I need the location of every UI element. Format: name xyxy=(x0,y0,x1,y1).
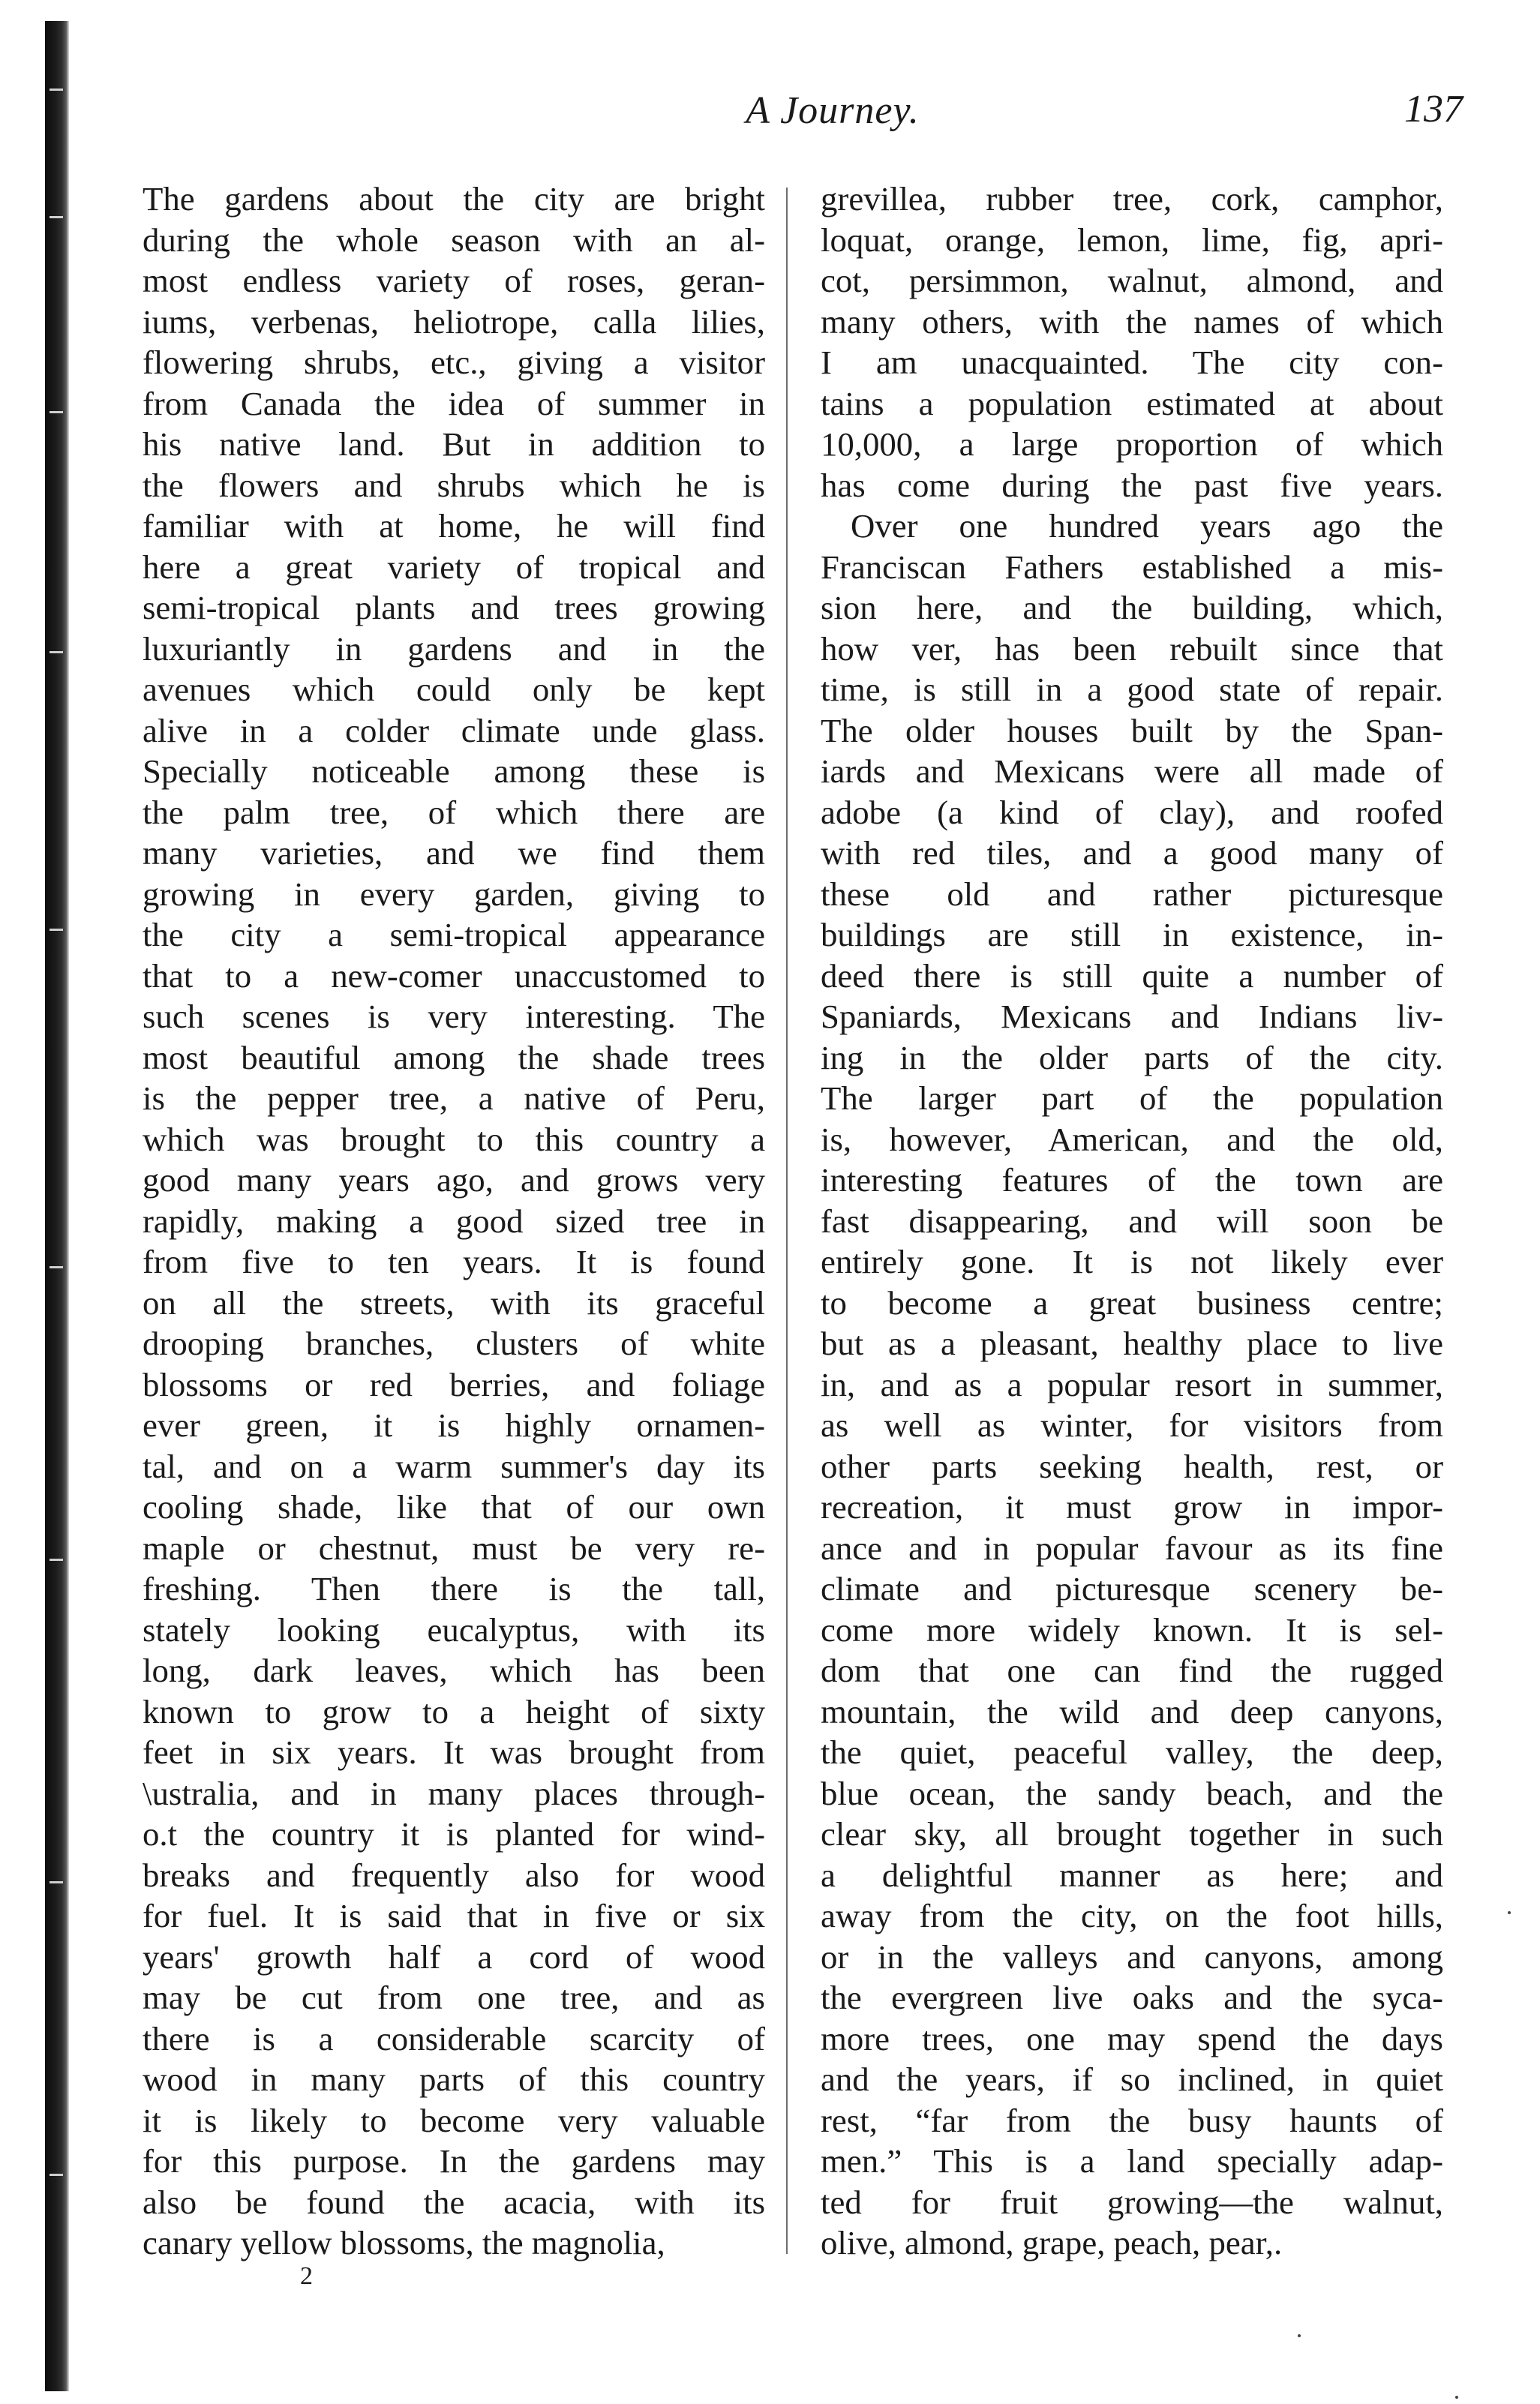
running-title: A Journey. xyxy=(746,89,920,132)
text-line: climate and picturesque scenery be- xyxy=(821,1570,1443,1607)
text-line: most beautiful among the shade trees xyxy=(143,1038,765,1076)
text-line: Franciscan Fathers established a mis- xyxy=(821,548,1443,586)
text-line: sion here, and the building, which, xyxy=(821,589,1443,626)
text-line: these old and rather picturesque xyxy=(821,875,1443,913)
text-line: the quiet, peaceful valley, the deep, xyxy=(821,1733,1443,1771)
right-text-column xyxy=(821,179,1443,2294)
text-line: The gardens about the city are bright xyxy=(143,180,765,218)
text-line: luxuriantly in gardens and in the xyxy=(143,629,765,668)
page-number: 137 xyxy=(1404,88,1463,131)
text-line: avenues which could only be kept xyxy=(143,671,765,708)
text-line: long, dark leaves, which has been xyxy=(143,1652,765,1689)
text-line: growing in every garden, giving to xyxy=(143,875,765,913)
text-line: but as a pleasant, healthy place to live xyxy=(821,1325,1443,1362)
text-line: how ver, has been rebuilt since that xyxy=(821,629,1443,668)
text-line: drooping branches, clusters of white xyxy=(143,1325,765,1362)
text-line: known to grow to a height of sixty xyxy=(143,1692,765,1730)
text-line: good many years ago, and grows very xyxy=(143,1161,765,1199)
text-line: iards and Mexicans were all made of xyxy=(821,752,1443,790)
text-line: has come during the past five years. xyxy=(821,466,1443,504)
text-line: many others, with the names of which xyxy=(821,302,1443,341)
text-line: maple or chestnut, must be very re- xyxy=(143,1529,765,1567)
text-line: most endless variety of roses, geran- xyxy=(143,262,765,299)
text-line: more trees, one may spend the days xyxy=(821,2019,1443,2057)
text-line: the flowers and shrubs which he is xyxy=(143,466,765,504)
text-line: ever green, it is highly ornamen- xyxy=(143,1406,765,1444)
text-line: wood in many parts of this country xyxy=(143,2060,765,2098)
text-line: buildings are still in existence, in- xyxy=(821,916,1443,953)
text-line: in, and as a popular resort in summer, xyxy=(821,1365,1443,1403)
page-binding-edge xyxy=(45,21,69,2391)
text-line: there is a considerable scarcity of xyxy=(143,2019,765,2057)
paper-speck xyxy=(1298,2334,1301,2337)
text-line: to become a great business centre; xyxy=(821,1283,1443,1322)
text-line: and the years, if so inclined, in quiet xyxy=(821,2060,1443,2098)
text-line: tains a population estimated at about xyxy=(821,384,1443,422)
text-line: ted for fruit growing—the walnut, xyxy=(821,2183,1443,2221)
text-line: adobe (a kind of clay), and roofed xyxy=(821,793,1443,831)
text-line: with red tiles, and a good many of xyxy=(821,834,1443,872)
text-line: may be cut from one tree, and as xyxy=(143,1979,765,2016)
text-line: other parts seeking health, rest, or xyxy=(821,1447,1443,1485)
text-line: stately looking eucalyptus, with its xyxy=(143,1610,765,1649)
text-line: rest, “far from the busy haunts of xyxy=(821,2101,1443,2139)
text-line: rapidly, making a good sized tree in xyxy=(143,1202,765,1240)
text-line: loquat, orange, lemon, lime, fig, apri- xyxy=(821,221,1443,259)
text-line: olive, almond, grape, peach, pear,. xyxy=(821,2224,1283,2261)
text-line: many varieties, and we find them xyxy=(143,834,765,872)
text-line: his native land. But in addition to xyxy=(143,425,765,463)
text-line: Spaniards, Mexicans and Indians liv- xyxy=(821,998,1443,1035)
text-line: mountain, the wild and deep canyons, xyxy=(821,1692,1443,1730)
text-line: is the pepper tree, a native of Peru, xyxy=(143,1079,765,1117)
text-line: feet in six years. It was brought from xyxy=(143,1733,765,1771)
left-text-column xyxy=(143,179,765,2294)
text-line: grevillea, rubber tree, cork, camphor, xyxy=(821,180,1443,218)
text-line: freshing. Then there is the tall, xyxy=(143,1570,765,1607)
text-line: alive in a colder climate unde glass. xyxy=(143,711,765,749)
text-line: blue ocean, the sandy beach, and the xyxy=(821,1774,1443,1812)
text-line: I am unacquainted. The city con- xyxy=(821,344,1443,381)
text-line: the evergreen live oaks and the syca- xyxy=(821,1979,1443,2016)
text-line: for fuel. It is said that in five or six xyxy=(143,1897,765,1934)
text-line: familiar with at home, he will find xyxy=(143,507,765,545)
text-line: The older houses built by the Span- xyxy=(821,711,1443,749)
text-line: for this purpose. In the gardens may xyxy=(143,2142,765,2180)
text-line: which was brought to this country a xyxy=(143,1120,765,1158)
paper-speck xyxy=(1455,2396,1458,2399)
text-line: away from the city, on the foot hills, xyxy=(821,1897,1443,1934)
text-line: the palm tree, of which there are xyxy=(143,793,765,831)
text-line: years' growth half a cord of wood xyxy=(143,1937,765,1976)
text-line: o.t the country it is planted for wind- xyxy=(143,1815,765,1853)
text-line: fast disappearing, and will soon be xyxy=(821,1202,1443,1240)
text-line: ance and in popular favour as its fine xyxy=(821,1529,1443,1567)
text-line: during the whole season with an al- xyxy=(143,221,765,259)
text-line: such scenes is very interesting. The xyxy=(143,998,765,1035)
text-line: Specially noticeable among these is xyxy=(143,752,765,790)
text-line: the city a semi-tropical appearance xyxy=(143,916,765,953)
text-line: a delightful manner as here; and xyxy=(821,1856,1443,1894)
text-line: entirely gone. It is not likely ever xyxy=(821,1243,1443,1280)
text-line: or in the valleys and canyons, among xyxy=(821,1937,1443,1976)
text-line: time, is still in a good state of repair. xyxy=(821,671,1443,708)
text-line: also be found the acacia, with its xyxy=(143,2183,765,2221)
text-line: semi-tropical plants and trees growing xyxy=(143,589,765,626)
text-line: as well as winter, for visitors from xyxy=(821,1406,1443,1444)
text-line: \ustralia, and in many places through- xyxy=(143,1774,765,1812)
text-line: clear sky, all brought together in such xyxy=(821,1815,1443,1853)
text-line: iums, verbenas, heliotrope, calla lilies, xyxy=(143,302,765,341)
text-line: deed there is still quite a number of xyxy=(821,956,1443,995)
running-head xyxy=(135,81,1493,141)
text-line: ing in the older parts of the city. xyxy=(821,1038,1443,1076)
column-divider xyxy=(786,188,788,2254)
signature-mark: 2 xyxy=(300,2262,313,2290)
text-line: cooling shade, like that of our own xyxy=(143,1488,765,1526)
text-line: that to a new-comer unaccustomed to xyxy=(143,956,765,995)
text-line: men.” This is a land specially adap- xyxy=(821,2142,1443,2180)
text-line: Over one hundred years ago the xyxy=(851,507,1443,545)
text-line: blossoms or red berries, and foliage xyxy=(143,1365,765,1403)
text-line: breaks and frequently also for wood xyxy=(143,1856,765,1894)
text-line: from five to ten years. It is found xyxy=(143,1243,765,1280)
text-line: The larger part of the population xyxy=(821,1079,1443,1117)
text-line: it is likely to become very valuable xyxy=(143,2101,765,2139)
text-line: 10,000, a large proportion of which xyxy=(821,425,1443,463)
text-line: from Canada the idea of summer in xyxy=(143,384,765,422)
text-line: on all the streets, with its graceful xyxy=(143,1283,765,1322)
text-line: recreation, it must grow in impor- xyxy=(821,1488,1443,1526)
text-line: dom that one can find the rugged xyxy=(821,1652,1443,1689)
text-line: come more widely known. It is sel- xyxy=(821,1610,1443,1649)
text-line: tal, and on a warm summer's day its xyxy=(143,1447,765,1485)
paper-speck xyxy=(1508,1911,1511,1914)
text-line: interesting features of the town are xyxy=(821,1161,1443,1199)
text-line: is, however, American, and the old, xyxy=(821,1120,1443,1158)
text-line: here a great variety of tropical and xyxy=(143,548,765,586)
text-line: canary yellow blossoms, the magnolia, xyxy=(143,2224,665,2261)
text-line: cot, persimmon, walnut, almond, and xyxy=(821,262,1443,299)
text-line: flowering shrubs, etc., giving a visitor xyxy=(143,344,765,381)
